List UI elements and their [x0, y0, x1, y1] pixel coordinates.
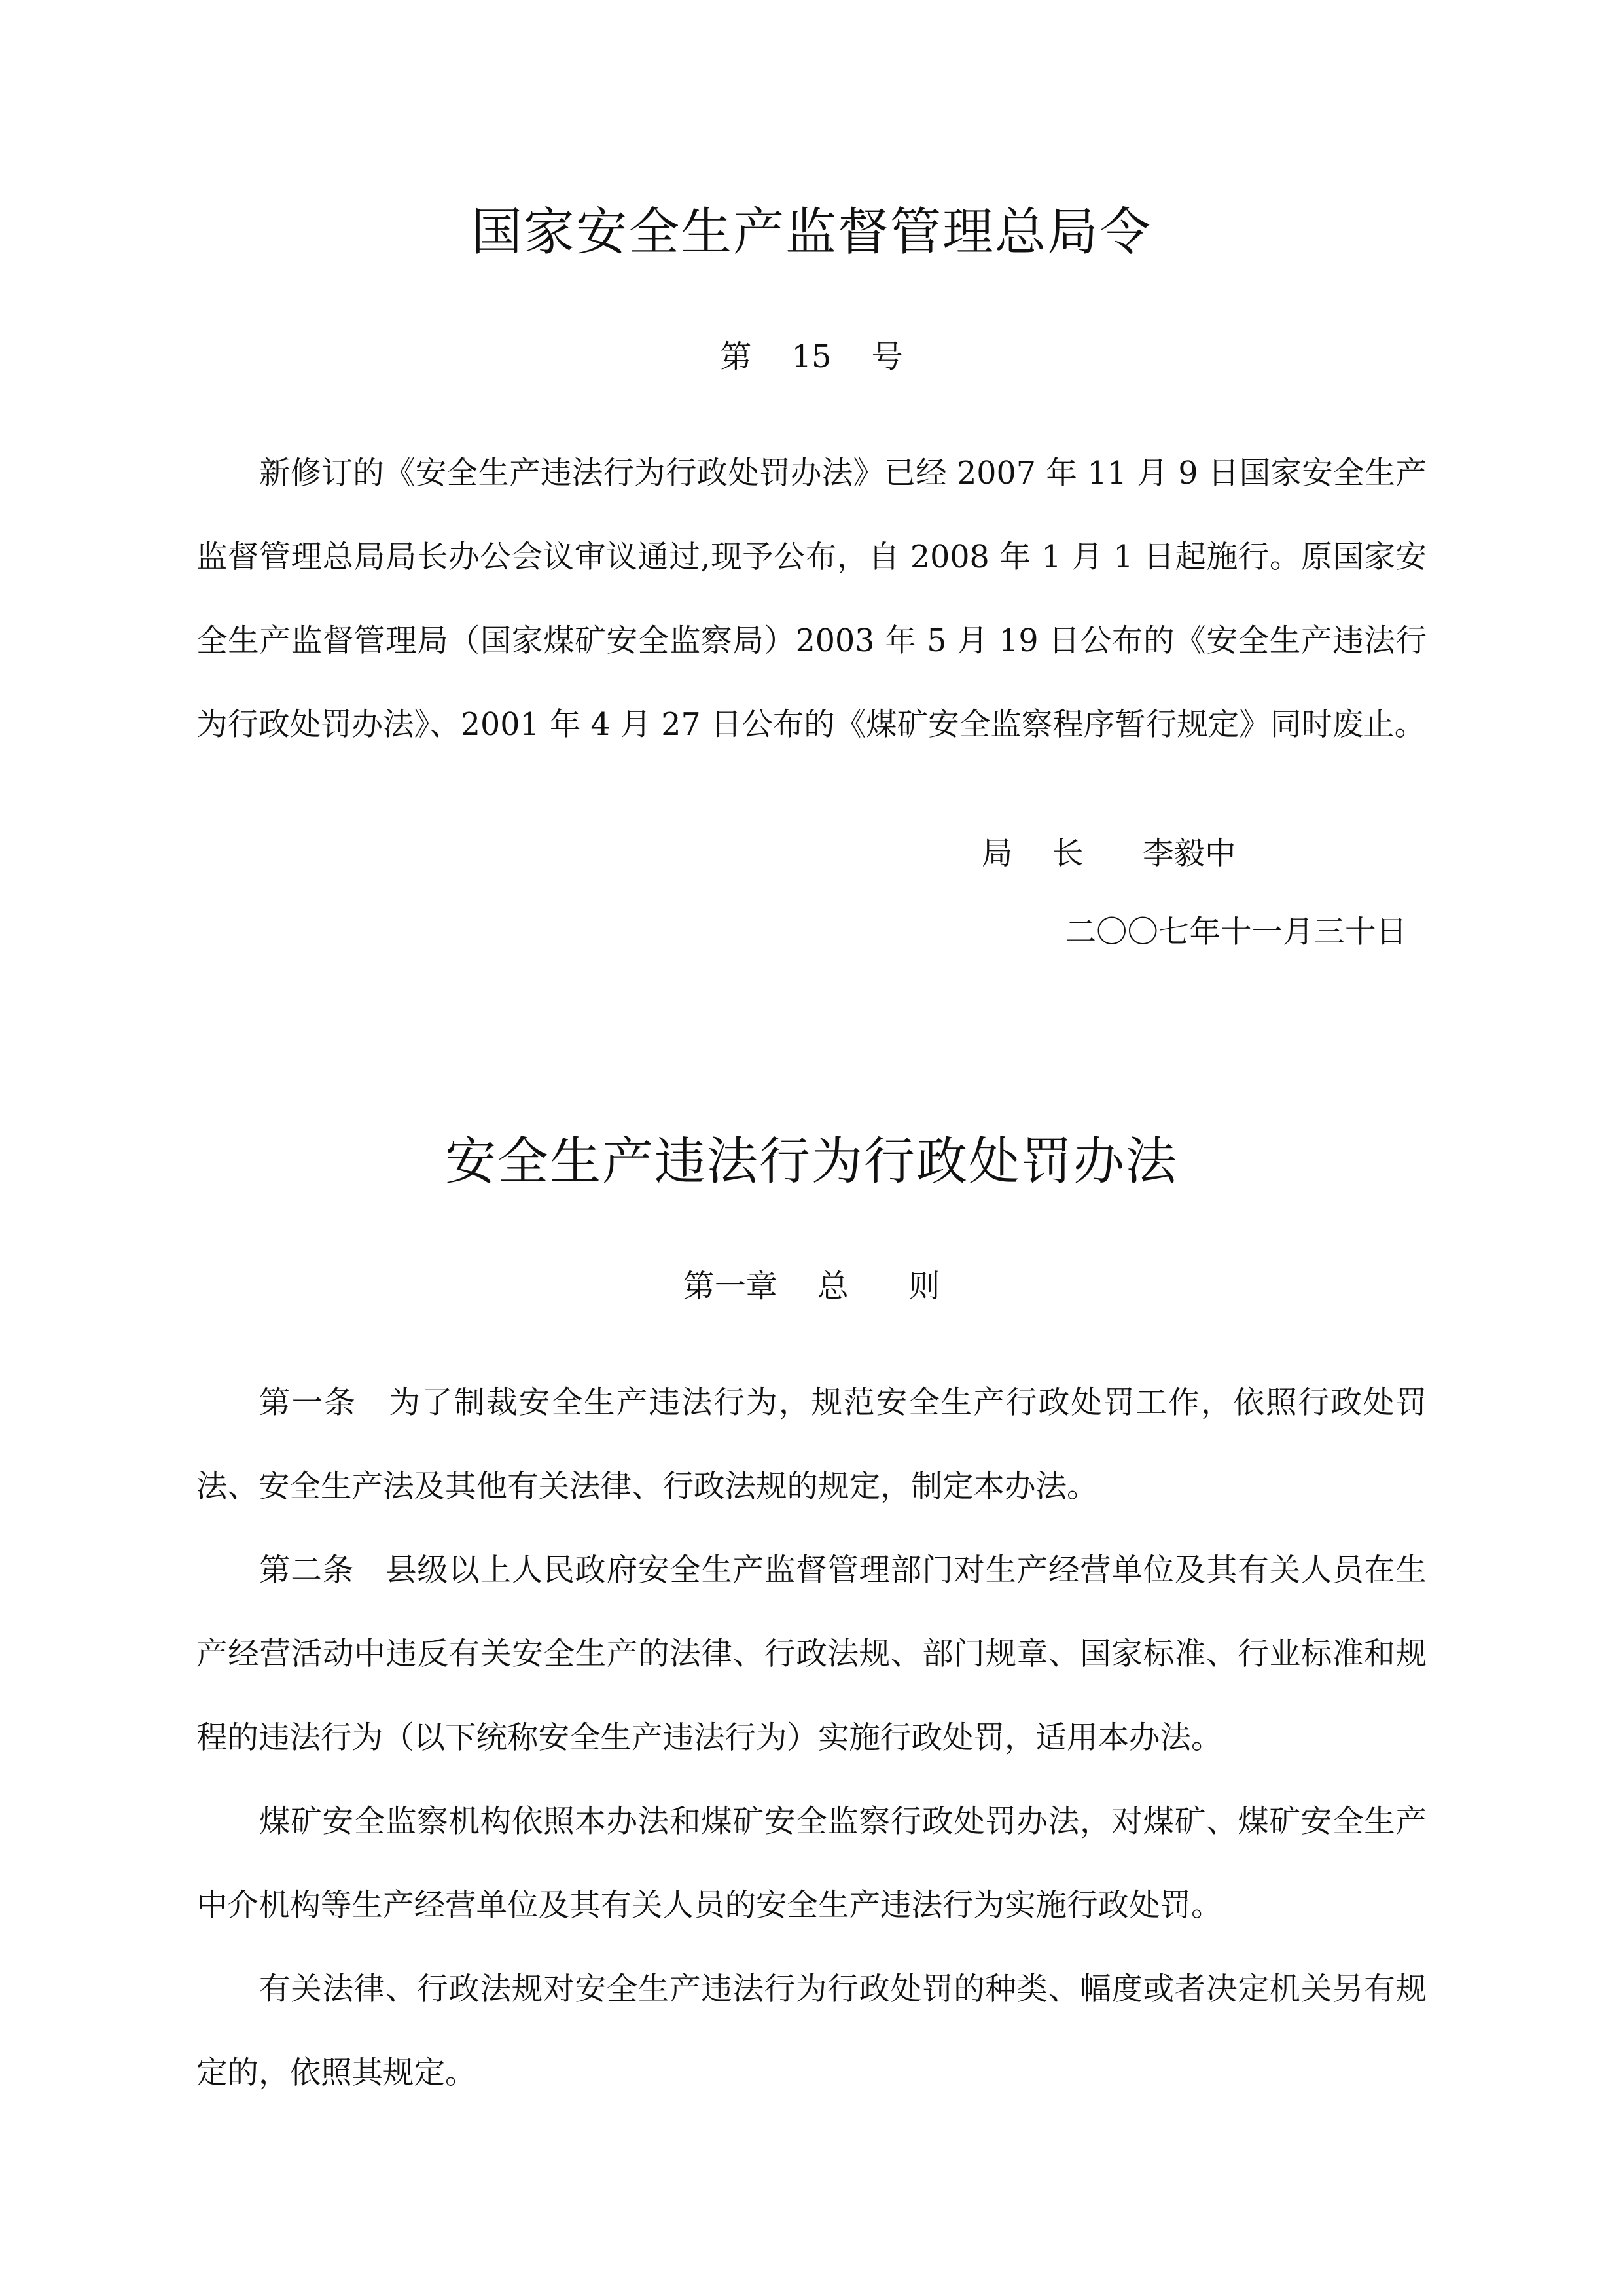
article-1-paragraph	[196, 1361, 1427, 1529]
coal-mine-paragraph: 煤矿安全监察机构依照本办法和煤矿安全监察行政处罚办法，对煤矿、煤矿安全生产中介机构等生产经营单位及其有关人员的安全生产违法行为实施行政处罚。	[196, 1804, 1427, 1924]
signer-line: 局 长 李毅中	[982, 836, 1236, 872]
article-1-label: 第一条	[259, 1385, 357, 1421]
article-2-paragraph	[196, 1529, 1427, 1780]
order-number: 第 15 号	[720, 338, 903, 375]
order-intro-paragraph: 新修订的《安全生产违法行为行政处罚办法》已经 2007 年 11 月 9 日国家安全生产监督管理总局局长办公会议审议通过,现予公布，自 2008 年 1 月 1 日起施行。原国家安全生产监督管理局（国家煤矿安全监察局）2003 年 5 月 19 日公布的《安全生产违法行为行政处罚办法》、2001 年 4 月 27 日公布的《煤矿安全监察程序暂行规定》同时废止。	[196, 456, 1427, 743]
issue-date: 二〇〇七年十一月三十日	[1065, 914, 1407, 950]
article-gap	[354, 1552, 385, 1588]
law-title: 安全生产违法行为行政处罚办法	[444, 1132, 1178, 1191]
order-title: 国家安全生产监督管理总局令	[471, 203, 1152, 262]
chapter-heading: 第一章 总 则	[683, 1268, 940, 1304]
other-laws-paragraph: 有关法律、行政法规对安全生产违法行为行政处罚的种类、幅度或者决定机关另有规定的，依照其规定。	[196, 1971, 1427, 2091]
article-2-label: 第二条	[259, 1552, 354, 1588]
article-1-text: 为了制裁安全生产违法行为，规范安全生产行政处罚工作，依照行政处罚法、安全生产法及其他有关法律、行政法规的规定，制定本办法。	[196, 1385, 1427, 1505]
article-2-text: 县级以上人民政府安全生产监督管理部门对生产经营单位及其有关人员在生产经营活动中违反有关安全生产的法律、行政法规、部门规章、国家标准、行业标准和规程的违法行为（以下统称安全生产违法行为）实施行政处罚，适用本办法。	[196, 1552, 1427, 1756]
article-gap	[357, 1385, 388, 1421]
